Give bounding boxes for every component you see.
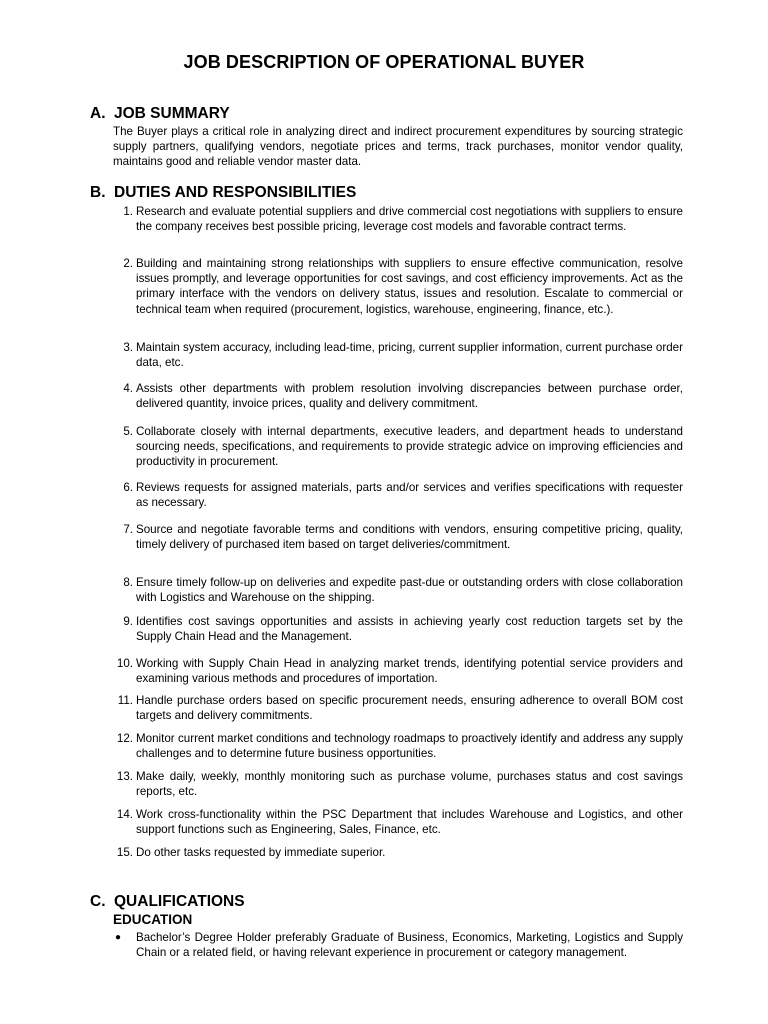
duty-item-3 (113, 340, 683, 370)
education-item (113, 930, 683, 960)
duty-number: 3. (123, 341, 133, 354)
duty-number: 4. (123, 382, 133, 395)
duty-item-11 (113, 693, 683, 723)
duty-text: Assists other departments with problem resolution involving discrepancies between purchase order, delivered quantity, invoice prices, quality and delivery commitment. (136, 382, 683, 411)
duty-number: 14. (116, 808, 133, 821)
section-c-title: QUALIFICATIONS (114, 893, 245, 910)
duty-text: Work cross-functionality within the PSC Department that includes Warehouse and Logistics, and other support functions such as Engineering, Sales, Finance, etc. (136, 808, 683, 837)
section-b-letter: B. (90, 184, 106, 201)
duty-item-12 (113, 731, 683, 761)
duty-item-13 (113, 769, 683, 799)
duty-item-7 (113, 522, 683, 552)
section-b-heading (90, 184, 356, 202)
duty-item-1 (113, 204, 683, 234)
duty-number: 2. (123, 257, 133, 270)
duty-item-8 (113, 575, 683, 605)
duty-item-14 (113, 807, 683, 837)
duty-text: Handle purchase orders based on specific procurement needs, ensuring adherence to overall BOM cost targets and delivery commitments. (136, 694, 683, 723)
section-a-heading (90, 105, 230, 123)
duty-number: 11. (117, 694, 133, 707)
duty-item-2 (113, 256, 683, 317)
duty-item-5 (113, 424, 683, 470)
duty-number: 5. (123, 425, 133, 438)
section-b-title: DUTIES AND RESPONSIBILITIES (114, 184, 357, 201)
duty-number: 8. (123, 576, 133, 589)
duty-text: Source and negotiate favorable terms and conditions with vendors, ensuring competitive pricing, quality, timely delivery of purchased item based on target deliveries/commitment. (136, 523, 683, 552)
duty-text: Make daily, weekly, monthly monitoring such as purchase volume, purchases status and cost savings reports, etc. (136, 770, 683, 799)
job-summary-text: The Buyer plays a critical role in analyzing direct and indirect procurement expenditures by sourcing strategic supply partners, qualifying vendors, negotiate prices and terms, track purchases, monitor vendor quality, maintains good and reliable vendor master data. (113, 125, 683, 169)
duty-item-15 (113, 845, 683, 860)
duty-text: Identifies cost savings opportunities and assists in achieving yearly cost reduction targets set by the Supply Chain Head and the Management. (136, 615, 683, 644)
duty-item-6 (113, 480, 683, 510)
document-title: JOB DESCRIPTION OF OPERATIONAL BUYER (183, 52, 585, 72)
section-a-title: JOB SUMMARY (114, 105, 230, 122)
duty-text: Monitor current market conditions and technology roadmaps to proactively identify and address any supply challenges and to determine future business opportunities. (136, 732, 683, 761)
education-text: Bachelor’s Degree Holder preferably Graduate of Business, Economics, Marketing, Logistics and Supply Chain or a related field, or having relevant experience in procurement or category management. (136, 931, 683, 960)
duty-item-9 (113, 614, 683, 644)
section-c-letter: C. (90, 893, 106, 910)
duty-number: 1. (123, 205, 133, 218)
section-c-heading (90, 893, 245, 911)
bullet-icon: ● (115, 932, 122, 943)
duty-item-4 (113, 381, 683, 411)
duty-number: 12. (116, 732, 133, 745)
duty-text: Building and maintaining strong relationships with suppliers to ensure effective communication, resolve issues promptly, and leverage opportunities for cost savings, and cost efficiency improvements. Act as the primary interface with the vendors on delivery status, issues and resolution. Escalate to commercial or technical team when required (procurement, logistics, warehouse, engineering, finance, etc.). (136, 257, 683, 316)
duty-number: 7. (123, 523, 133, 536)
section-a-letter: A. (90, 105, 106, 122)
duty-number: 6. (123, 481, 133, 494)
education-heading: EDUCATION (113, 912, 193, 927)
duty-text: Do other tasks requested by immediate superior. (136, 846, 386, 859)
duty-text: Ensure timely follow-up on deliveries and expedite past-due or outstanding orders with close collaboration with Logistics and Warehouse on the shipping. (136, 576, 683, 605)
duty-text: Maintain system accuracy, including lead-time, pricing, current supplier information, current purchase order data, etc. (136, 341, 683, 370)
duty-text: Collaborate closely with internal departments, executive leaders, and department heads to understand sourcing needs, specifications, and requirements to provide strategic advice on improving efficiencies and productivity in procurement. (136, 425, 683, 469)
duty-number: 13. (116, 770, 133, 783)
duty-number: 15. (116, 846, 133, 859)
duty-number: 9. (123, 615, 133, 628)
duty-item-10 (113, 656, 683, 686)
duty-text: Reviews requests for assigned materials, parts and/or services and verifies specifications with requester as necessary. (136, 481, 683, 510)
duty-text: Working with Supply Chain Head in analyzing market trends, identifying potential service providers and examining various methods and procedures of importation. (136, 657, 683, 686)
duty-text: Research and evaluate potential suppliers and drive commercial cost negotiations with suppliers to ensure the company receives best possible pricing, leverage cost models and favorable contract terms. (136, 205, 683, 234)
duty-number: 10. (116, 657, 133, 670)
